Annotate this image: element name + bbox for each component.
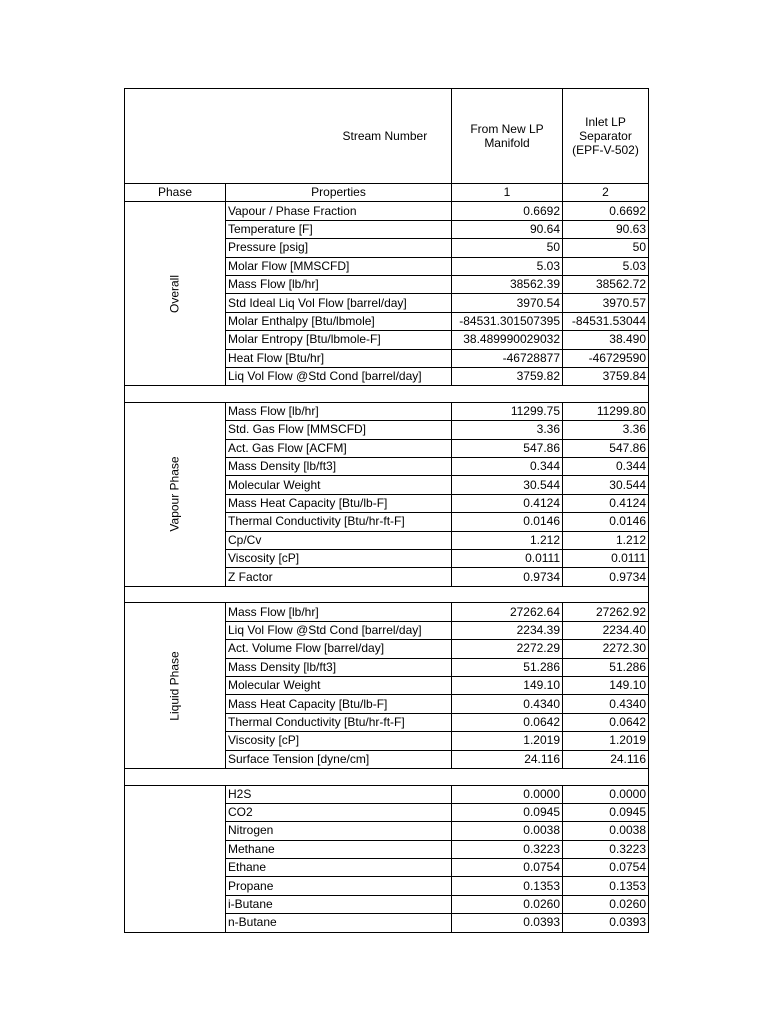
stream-1-value: 0.0000: [452, 785, 563, 803]
stream-1-value: 0.0945: [452, 803, 563, 821]
stream-2-value: 5.03: [563, 257, 649, 275]
stream-1-value: 27262.64: [452, 603, 563, 621]
stream-1-value: 90.64: [452, 220, 563, 238]
stream-1-value: 3759.82: [452, 367, 563, 385]
stream-1-value: 24.116: [452, 750, 563, 768]
table-row: [125, 402, 649, 420]
property-name: Liq Vol Flow @Std Cond [barrel/day]: [226, 621, 452, 639]
section-spacer-row: [125, 768, 649, 785]
subheader-row: [125, 184, 649, 202]
section-spacer: [125, 386, 649, 403]
stream-2-value: 24.116: [563, 750, 649, 768]
stream-2-value: 3.36: [563, 421, 649, 439]
stream-1-value: 38562.39: [452, 275, 563, 293]
property-name: Pressure [psig]: [226, 239, 452, 257]
property-name: Thermal Conductivity [Btu/hr-ft-F]: [226, 513, 452, 531]
property-name: Mass Density [lb/ft3]: [226, 658, 452, 676]
property-name: Z Factor: [226, 568, 452, 586]
stream-properties-sheet: [124, 88, 649, 938]
stream-1-value: 38.489990029032: [452, 331, 563, 349]
stream-2-value: 30.544: [563, 476, 649, 494]
stream-1-value: 0.4340: [452, 695, 563, 713]
stream-2-value: 51.286: [563, 658, 649, 676]
table-row: [125, 202, 649, 220]
phase-label-cell: [125, 202, 226, 386]
stream-2-value: 1.2019: [563, 732, 649, 750]
stream-2-value: 0.1353: [563, 877, 649, 895]
column-1-title: From New LP Manifold: [452, 89, 563, 184]
property-name: Std Ideal Liq Vol Flow [barrel/day]: [226, 294, 452, 312]
property-name: Thermal Conductivity [Btu/hr-ft-F]: [226, 713, 452, 731]
property-name: Vapour / Phase Fraction: [226, 202, 452, 220]
stream-2-value: 0.9734: [563, 568, 649, 586]
stream-1-value: 30.544: [452, 476, 563, 494]
stream-2-value: 0.344: [563, 458, 649, 476]
stream-2-value: 2272.30: [563, 640, 649, 658]
stream-1-value: 0.4124: [452, 494, 563, 512]
stream-1-value: 0.344: [452, 458, 563, 476]
column-1-number: 1: [452, 184, 563, 202]
stream-1-value: 0.0146: [452, 513, 563, 531]
property-name: Mass Flow [lb/hr]: [226, 275, 452, 293]
stream-2-value: 0.0393: [563, 914, 649, 932]
stream-1-value: 0.3223: [452, 840, 563, 858]
phase-header: Phase: [125, 184, 226, 202]
stream-1-value: 3.36: [452, 421, 563, 439]
stream-2-value: 3970.57: [563, 294, 649, 312]
property-name: Molecular Weight: [226, 476, 452, 494]
stream-1-value: 0.9734: [452, 568, 563, 586]
property-name: Surface Tension [dyne/cm]: [226, 750, 452, 768]
stream-2-value: 0.6692: [563, 202, 649, 220]
stream-1-value: 0.0260: [452, 895, 563, 913]
stream-2-value: 0.0945: [563, 803, 649, 821]
property-name: Molar Entropy [Btu/lbmole-F]: [226, 331, 452, 349]
stream-1-value: 50: [452, 239, 563, 257]
stream-1-value: 0.1353: [452, 877, 563, 895]
stream-1-value: -46728877: [452, 349, 563, 367]
stream-1-value: 3970.54: [452, 294, 563, 312]
property-name: Viscosity [cP]: [226, 732, 452, 750]
stream-2-value: 0.0754: [563, 859, 649, 877]
header-row: [125, 89, 649, 184]
stream-2-value: 0.3223: [563, 840, 649, 858]
stream-2-value: 3759.84: [563, 367, 649, 385]
stream-1-value: 1.2019: [452, 732, 563, 750]
property-name: Act. Gas Flow [ACFM]: [226, 439, 452, 457]
property-name: Methane: [226, 840, 452, 858]
property-name: i-Butane: [226, 895, 452, 913]
stream-2-value: 11299.80: [563, 402, 649, 420]
stream-2-value: 0.0146: [563, 513, 649, 531]
property-name: Cp/Cv: [226, 531, 452, 549]
property-name: Std. Gas Flow [MMSCFD]: [226, 421, 452, 439]
property-name: n-Butane: [226, 914, 452, 932]
stream-2-value: 27262.92: [563, 603, 649, 621]
phase-label: Overall: [167, 274, 182, 313]
stream-2-value: 0.4340: [563, 695, 649, 713]
stream-1-value: 547.86: [452, 439, 563, 457]
stream-2-value: 38562.72: [563, 275, 649, 293]
property-name: Mass Heat Capacity [Btu/lb-F]: [226, 695, 452, 713]
property-name: Mass Density [lb/ft3]: [226, 458, 452, 476]
stream-1-value: 0.0111: [452, 550, 563, 568]
column-2-title: Inlet LP Separator (EPF-V-502): [563, 89, 649, 184]
table-body: [125, 89, 649, 933]
stream-1-value: 11299.75: [452, 402, 563, 420]
stream-1-value: 0.0754: [452, 859, 563, 877]
phase-label-cell: [125, 603, 226, 769]
property-name: Viscosity [cP]: [226, 550, 452, 568]
phase-label: Liquid Phase: [167, 650, 182, 721]
stream-1-value: 0.0393: [452, 914, 563, 932]
table-row: [125, 603, 649, 621]
stream-2-value: -46729590: [563, 349, 649, 367]
header-blank-cell: [125, 89, 226, 184]
property-name: Molar Flow [MMSCFD]: [226, 257, 452, 275]
stream-2-value: 50: [563, 239, 649, 257]
stream-2-value: 0.0000: [563, 785, 649, 803]
property-name: Act. Volume Flow [barrel/day]: [226, 640, 452, 658]
property-name: Propane: [226, 877, 452, 895]
stream-2-value: 1.212: [563, 531, 649, 549]
stream-2-value: 149.10: [563, 676, 649, 694]
stream-1-value: -84531.301507395: [452, 312, 563, 330]
stream-2-value: -84531.53044: [563, 312, 649, 330]
property-name: Nitrogen: [226, 822, 452, 840]
stream-1-value: 149.10: [452, 676, 563, 694]
stream-2-value: 547.86: [563, 439, 649, 457]
section-spacer: [125, 586, 649, 603]
phase-label-cell: [125, 785, 226, 932]
stream-2-value: 0.0038: [563, 822, 649, 840]
table-row: [125, 785, 649, 803]
stream-2-value: 90.63: [563, 220, 649, 238]
property-name: Mass Heat Capacity [Btu/lb-F]: [226, 494, 452, 512]
stream-2-value: 0.0260: [563, 895, 649, 913]
stream-1-value: 1.212: [452, 531, 563, 549]
property-name: Mass Flow [lb/hr]: [226, 603, 452, 621]
property-name: Mass Flow [lb/hr]: [226, 402, 452, 420]
stream-1-value: 0.6692: [452, 202, 563, 220]
stream-2-value: 38.490: [563, 331, 649, 349]
section-spacer: [125, 768, 649, 785]
property-name: Ethane: [226, 859, 452, 877]
stream-1-value: 2234.39: [452, 621, 563, 639]
stream-2-value: 0.4124: [563, 494, 649, 512]
phase-label-cell: [125, 402, 226, 586]
property-name: Molecular Weight: [226, 676, 452, 694]
property-name: Heat Flow [Btu/hr]: [226, 349, 452, 367]
property-name: Molar Enthalpy [Btu/lbmole]: [226, 312, 452, 330]
stream-properties-table: [124, 88, 649, 933]
section-spacer-row: [125, 586, 649, 603]
column-2-number: 2: [563, 184, 649, 202]
property-name: Temperature [F]: [226, 220, 452, 238]
property-name: Liq Vol Flow @Std Cond [barrel/day]: [226, 367, 452, 385]
stream-1-value: 0.0038: [452, 822, 563, 840]
stream-2-value: 0.0642: [563, 713, 649, 731]
stream-1-value: 0.0642: [452, 713, 563, 731]
stream-2-value: 0.0111: [563, 550, 649, 568]
property-name: CO2: [226, 803, 452, 821]
stream-1-value: 2272.29: [452, 640, 563, 658]
stream-1-value: 5.03: [452, 257, 563, 275]
properties-header: Properties: [226, 184, 452, 202]
property-name: H2S: [226, 785, 452, 803]
stream-1-value: 51.286: [452, 658, 563, 676]
phase-label: Vapour Phase: [167, 456, 182, 532]
section-spacer-row: [125, 386, 649, 403]
stream-2-value: 2234.40: [563, 621, 649, 639]
stream-number-label: Stream Number: [226, 89, 452, 184]
